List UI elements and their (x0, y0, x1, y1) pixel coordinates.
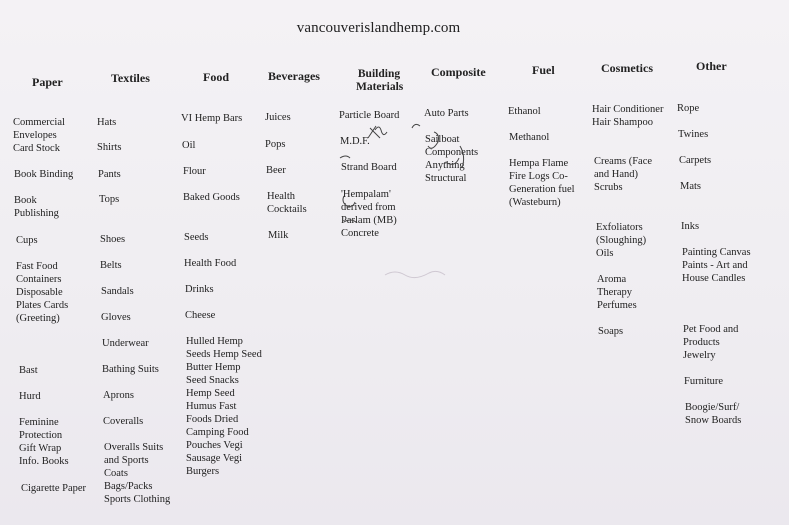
column-heading-food: Food (203, 70, 230, 84)
list-item: Hempa Flame Fire Logs Co-Generation fuel (Wasteburn) (509, 158, 575, 208)
list-item: Aroma Therapy Perfumes (597, 274, 637, 311)
list-item: Methanol (509, 132, 550, 143)
list-item: Underwear (102, 338, 149, 349)
column-heading-composite: Composite (431, 65, 486, 79)
list-item: Coveralls (103, 416, 144, 427)
list-item: Tops (99, 194, 120, 205)
list-item: Aprons (103, 390, 134, 401)
column-heading-textiles: Textiles (111, 71, 150, 85)
list-item: Soaps (598, 326, 624, 337)
list-item: M.D.F. (340, 136, 370, 147)
list-item: Book Publishing (14, 195, 59, 219)
column-heading-cosmetics: Cosmetics (601, 61, 653, 75)
list-item: Milk (268, 230, 289, 241)
list-item: Drinks (185, 284, 214, 295)
list-item: Cigarette Paper (21, 483, 87, 494)
list-item (13, 116, 73, 155)
site-title: vancouverislandhemp.com (296, 20, 461, 36)
list-item: Inks (681, 221, 700, 232)
list-item: Carpets (679, 155, 712, 166)
list-item: Painting Canvas Paints - Art and House Candles (682, 247, 751, 284)
list-item: Overalls Suits and Sports Coats Bags/Packs Sports Clothing (104, 442, 171, 505)
list-item: Gloves (101, 312, 131, 323)
list-item: Juices (265, 112, 291, 123)
list-item: Hats (97, 117, 117, 128)
column-heading-paper: Paper (32, 75, 63, 89)
list-item-text: Commercial Envelopes Card Stock (13, 117, 65, 154)
list-item: Feminine Protection Gift Wrap Info. Books (19, 417, 69, 467)
list-item: Furniture (684, 376, 724, 387)
list-item: Flour (183, 166, 206, 177)
list-item: Cheese (185, 310, 216, 321)
list-item: Pants (98, 169, 121, 180)
list-item: Rope (677, 103, 700, 114)
list-item: Boogie/Surf/ Snow Boards (685, 402, 742, 426)
list-item: Ethanol (508, 106, 541, 117)
list-item: Seeds (184, 232, 209, 243)
list-item: Shoes (100, 234, 126, 245)
list-item: Baked Goods (183, 192, 240, 203)
list-item: Cups (16, 235, 38, 246)
list-item: Health Food (184, 258, 237, 269)
list-item: Oil (182, 140, 196, 151)
list-item: Beer (266, 165, 286, 176)
list-item: Twines (678, 129, 709, 140)
list-item: 'Hempalam' derived from Parlam (MB) Concrete (341, 189, 397, 239)
list-item: Hair Conditioner Hair Shampoo (592, 104, 664, 128)
list-item: Sandals (101, 286, 134, 297)
list-item: Particle Board (339, 110, 400, 121)
list-item: Fast Food Containers Disposable Plates Cards (Greeting) (16, 261, 69, 324)
list-item: Pet Food and Products Jewelry (683, 324, 739, 361)
faint-pencil-mark (380, 260, 460, 290)
column-heading-beverages: Beverages (268, 69, 320, 83)
list-item: Auto Parts (424, 108, 469, 119)
list-item: Exfoliators (Sloughing) Oils (596, 222, 647, 259)
list-item: Pops (265, 139, 286, 150)
column-heading-other: Other (696, 59, 727, 73)
list-item: Book Binding (14, 169, 74, 180)
list-item: VI Hemp Bars (181, 113, 243, 124)
list-item: Shirts (97, 142, 122, 153)
column-heading-building-materials: Building Materials (356, 68, 404, 93)
list-item: Health Cocktails (267, 191, 307, 215)
column-heading-fuel: Fuel (532, 63, 555, 77)
list-item: Mats (680, 181, 701, 192)
list-item: Belts (100, 260, 122, 271)
list-item: Hulled Hemp Seeds Hemp Seed Butter Hemp Seed Snacks Hemp Seed Humus Fast Foods Dried Camping Food Pouches Vegi Sausage Vegi Burgers (186, 336, 262, 477)
list-item: Bast (19, 365, 38, 376)
list-item: Bathing Suits (102, 364, 159, 375)
list-item: Strand Board (341, 162, 397, 173)
list-item: Creams (Face and Hand) Scrubs (594, 156, 653, 193)
list-item: Hurd (19, 391, 41, 402)
list-item: Sailboat Components Anything Structural (425, 134, 479, 184)
